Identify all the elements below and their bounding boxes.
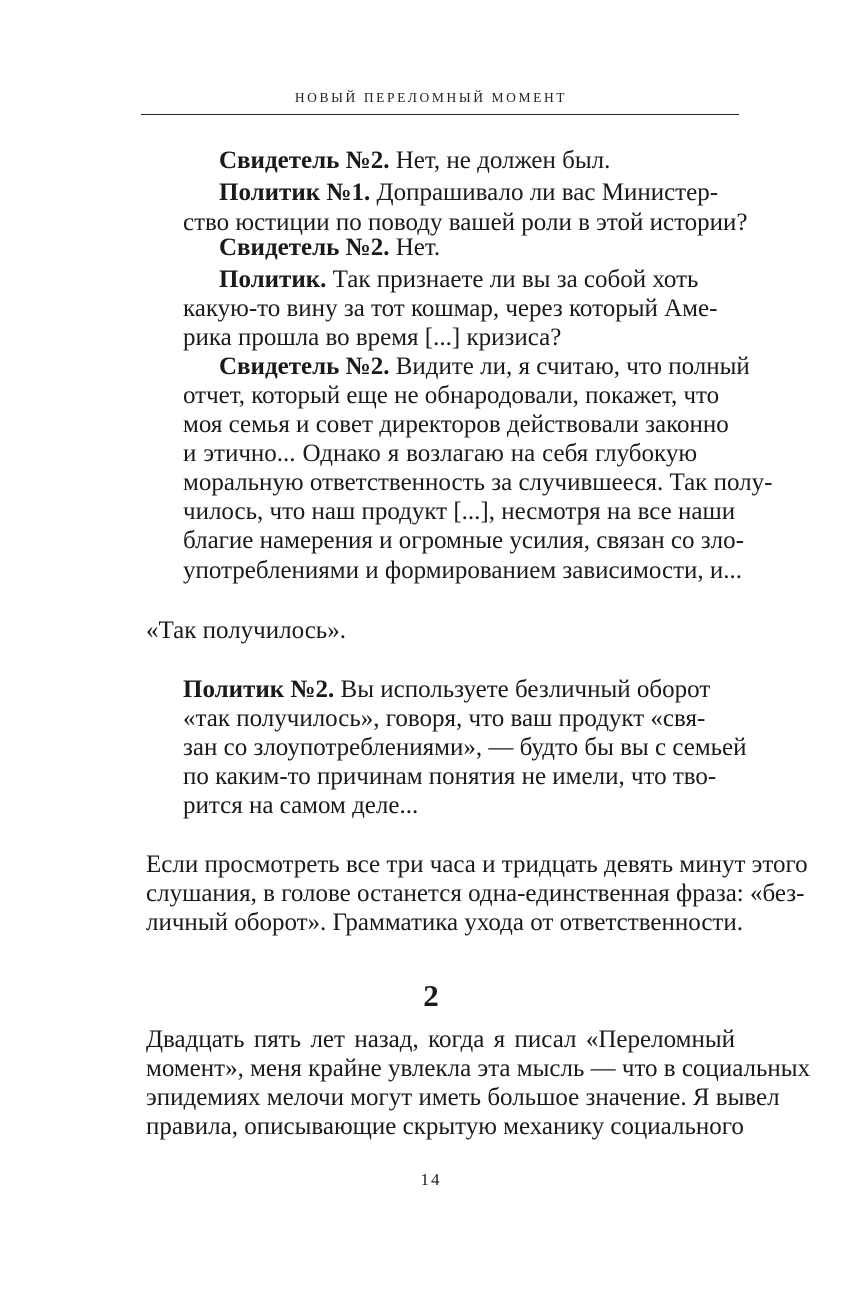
transcript-line: [183, 675, 711, 705]
body-line: Двадцать пять лет назад, когда я писал «Переломный: [146, 1026, 735, 1053]
transcript-line: и этично... Однако я возлагаю на себя глубокую: [183, 440, 697, 467]
body-line: момент», меня крайне увлекла эта мысль — что в социальных: [146, 1055, 811, 1082]
transcript-line: [219, 352, 750, 382]
transcript-line: отчет, который еще не обнародовали, покажет, что: [183, 382, 720, 409]
transcript-line: рится на самом деле...: [183, 792, 419, 819]
page-number: 14: [420, 1170, 442, 1189]
body-line: личный оборот». Грамматика ухода от ответственности.: [146, 909, 743, 936]
transcript-line: моя семья и совет директоров действовали законно: [183, 411, 729, 438]
transcript-line: [219, 178, 719, 208]
transcript-line: благие намерения и огромные усилия, связан со зло-: [183, 527, 744, 554]
transcript-line: моральную ответственность за случившееся. Так полу-: [183, 469, 773, 496]
body-line: правила, описывающие скрытую механику социального: [146, 1113, 744, 1140]
body-line: слушания, в голове останется одна-единственная фраза: «без-: [146, 880, 805, 907]
transcript-line: чилось, что наш продукт [...], несмотря на все наши: [183, 498, 736, 525]
transcript-line: [219, 265, 697, 295]
speaker-label: Политик.: [219, 266, 327, 293]
transcript-line: какую-то вину за тот кошмар, через который Аме-: [183, 295, 718, 322]
body-line: эпидемиях мелочи могут иметь большое значение. Я вывел: [146, 1084, 780, 1111]
speech-text: Нет, не должен был.: [389, 147, 611, 174]
transcript-line: употреблениями и формированием зависимости, и...: [183, 557, 742, 584]
speech-text: Нет.: [389, 234, 441, 261]
speaker-label: Свидетель №2.: [219, 353, 390, 380]
section-number: 2: [423, 978, 439, 1013]
speaker-label: Политик №1.: [219, 179, 371, 206]
speech-text: Видите ли, я считаю, что полный: [389, 353, 750, 380]
transcript-line: [219, 146, 697, 176]
speech-text: Так признаете ли вы за собой хоть: [326, 266, 699, 293]
transcript-line: [219, 233, 697, 263]
transcript-line: зан со злоупотреблениями», — будто бы вы с семьей: [183, 734, 747, 761]
transcript-line: рика прошла во время [...] кризиса?: [183, 324, 562, 351]
speaker-label: Политик №2.: [183, 676, 335, 703]
transcript-line: «так получилось», говоря, что ваш продукт «свя-: [183, 705, 706, 732]
header-rule: [141, 114, 739, 115]
body-line: Если просмотреть все три часа и тридцать девять минут этого: [146, 851, 808, 878]
running-head: НОВЫЙ ПЕРЕЛОМНЫЙ МОМЕНТ: [294, 90, 568, 105]
speech-text: Вы используете безличный оборот: [334, 676, 711, 703]
quote-line: «Так получилось».: [146, 617, 346, 644]
transcript-line: по каким-то причинам понятия не имели, что тво-: [183, 763, 717, 790]
transcript-line: ство юстиции по поводу вашей роли в этой истории?: [183, 209, 748, 236]
speech-text: Допрашивало ли вас Министер-: [370, 179, 719, 206]
speaker-label: Свидетель №2.: [219, 234, 390, 261]
speaker-label: Свидетель №2.: [219, 147, 390, 174]
